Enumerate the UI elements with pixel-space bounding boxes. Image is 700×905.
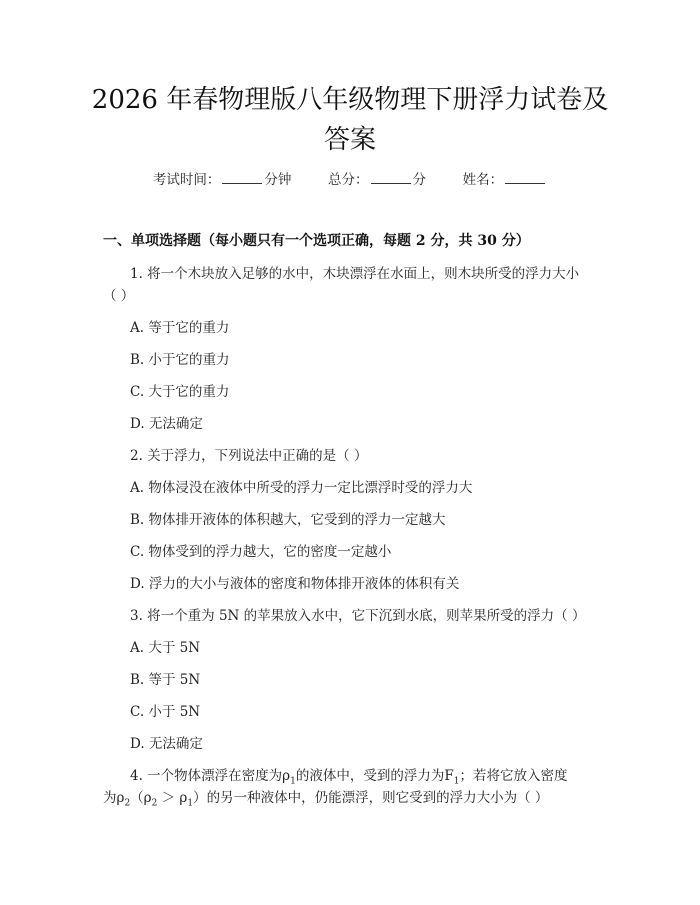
question-2-option-d: D. 浮力的大小与液体的密度和物体排开液体的体积有关 [130, 576, 460, 592]
question-2-option-a: A. 物体浸没在液体中所受的浮力一定比漂浮时受的浮力大 [130, 480, 473, 496]
question-4-stem-cont: 为$\rho_2(\rho_2 > \rho_1)$的另一种液体中，仍能漂浮，则它受到的浮力大小为（ ） [103, 790, 549, 809]
exam-info-row [0, 168, 700, 188]
question-3-option-b: B. 等于 5N [130, 672, 201, 688]
section-heading: 一、单项选择题（每小题只有一个选项正确，每题 2 分，共 30 分） [103, 233, 530, 249]
question-3-option-c: C. 小于 5N [130, 704, 201, 720]
score-label: 总分： [328, 172, 369, 188]
name-label: 姓名： [462, 172, 504, 188]
page-title [70, 80, 630, 160]
question-1-option-b: B. 小于它的重力 [130, 352, 230, 368]
title-line-2: 答案 [323, 125, 376, 155]
question-1-option-d: D. 无法确定 [130, 416, 203, 432]
question-3-stem: 3. 将一个重为 5N 的苹果放入水中，它下沉到水底，则苹果所受的浮力（ ） [130, 608, 586, 624]
time-label: 考试时间： [152, 172, 221, 188]
question-1-stem-cont: （ ） [103, 288, 135, 304]
score-unit: 分 [412, 172, 426, 188]
question-3-option-a: A. 大于 5N [130, 640, 201, 656]
question-1-option-a: A. 等于它的重力 [130, 320, 230, 336]
question-3-option-d: D. 无法确定 [130, 736, 203, 752]
question-1-option-c: C. 大于它的重力 [130, 384, 230, 400]
name-blank [505, 171, 545, 184]
time-blank [222, 171, 262, 184]
score-blank [371, 171, 411, 184]
time-unit: 分钟 [264, 172, 292, 188]
question-2-option-c: C. 物体受到的浮力越大，它的密度一定越小 [130, 544, 392, 560]
question-2-option-b: B. 物体排开液体的体积越大，它受到的浮力一定越大 [130, 512, 446, 528]
title-line-1: 2026 年春物理版八年级物理下册浮力试卷及 [91, 85, 609, 115]
question-2-stem: 2. 关于浮力，下列说法中正确的是（ ） [130, 448, 368, 464]
question-4-stem: 4. 一个物体漂浮在密度为$\rho_1$的液体中，受到的浮力为$F_1$；若将它放入密度 [130, 768, 568, 787]
question-1-stem: 1. 将一个木块放入足够的水中，木块漂浮在水面上，则木块所受的浮力大小 [130, 266, 580, 282]
